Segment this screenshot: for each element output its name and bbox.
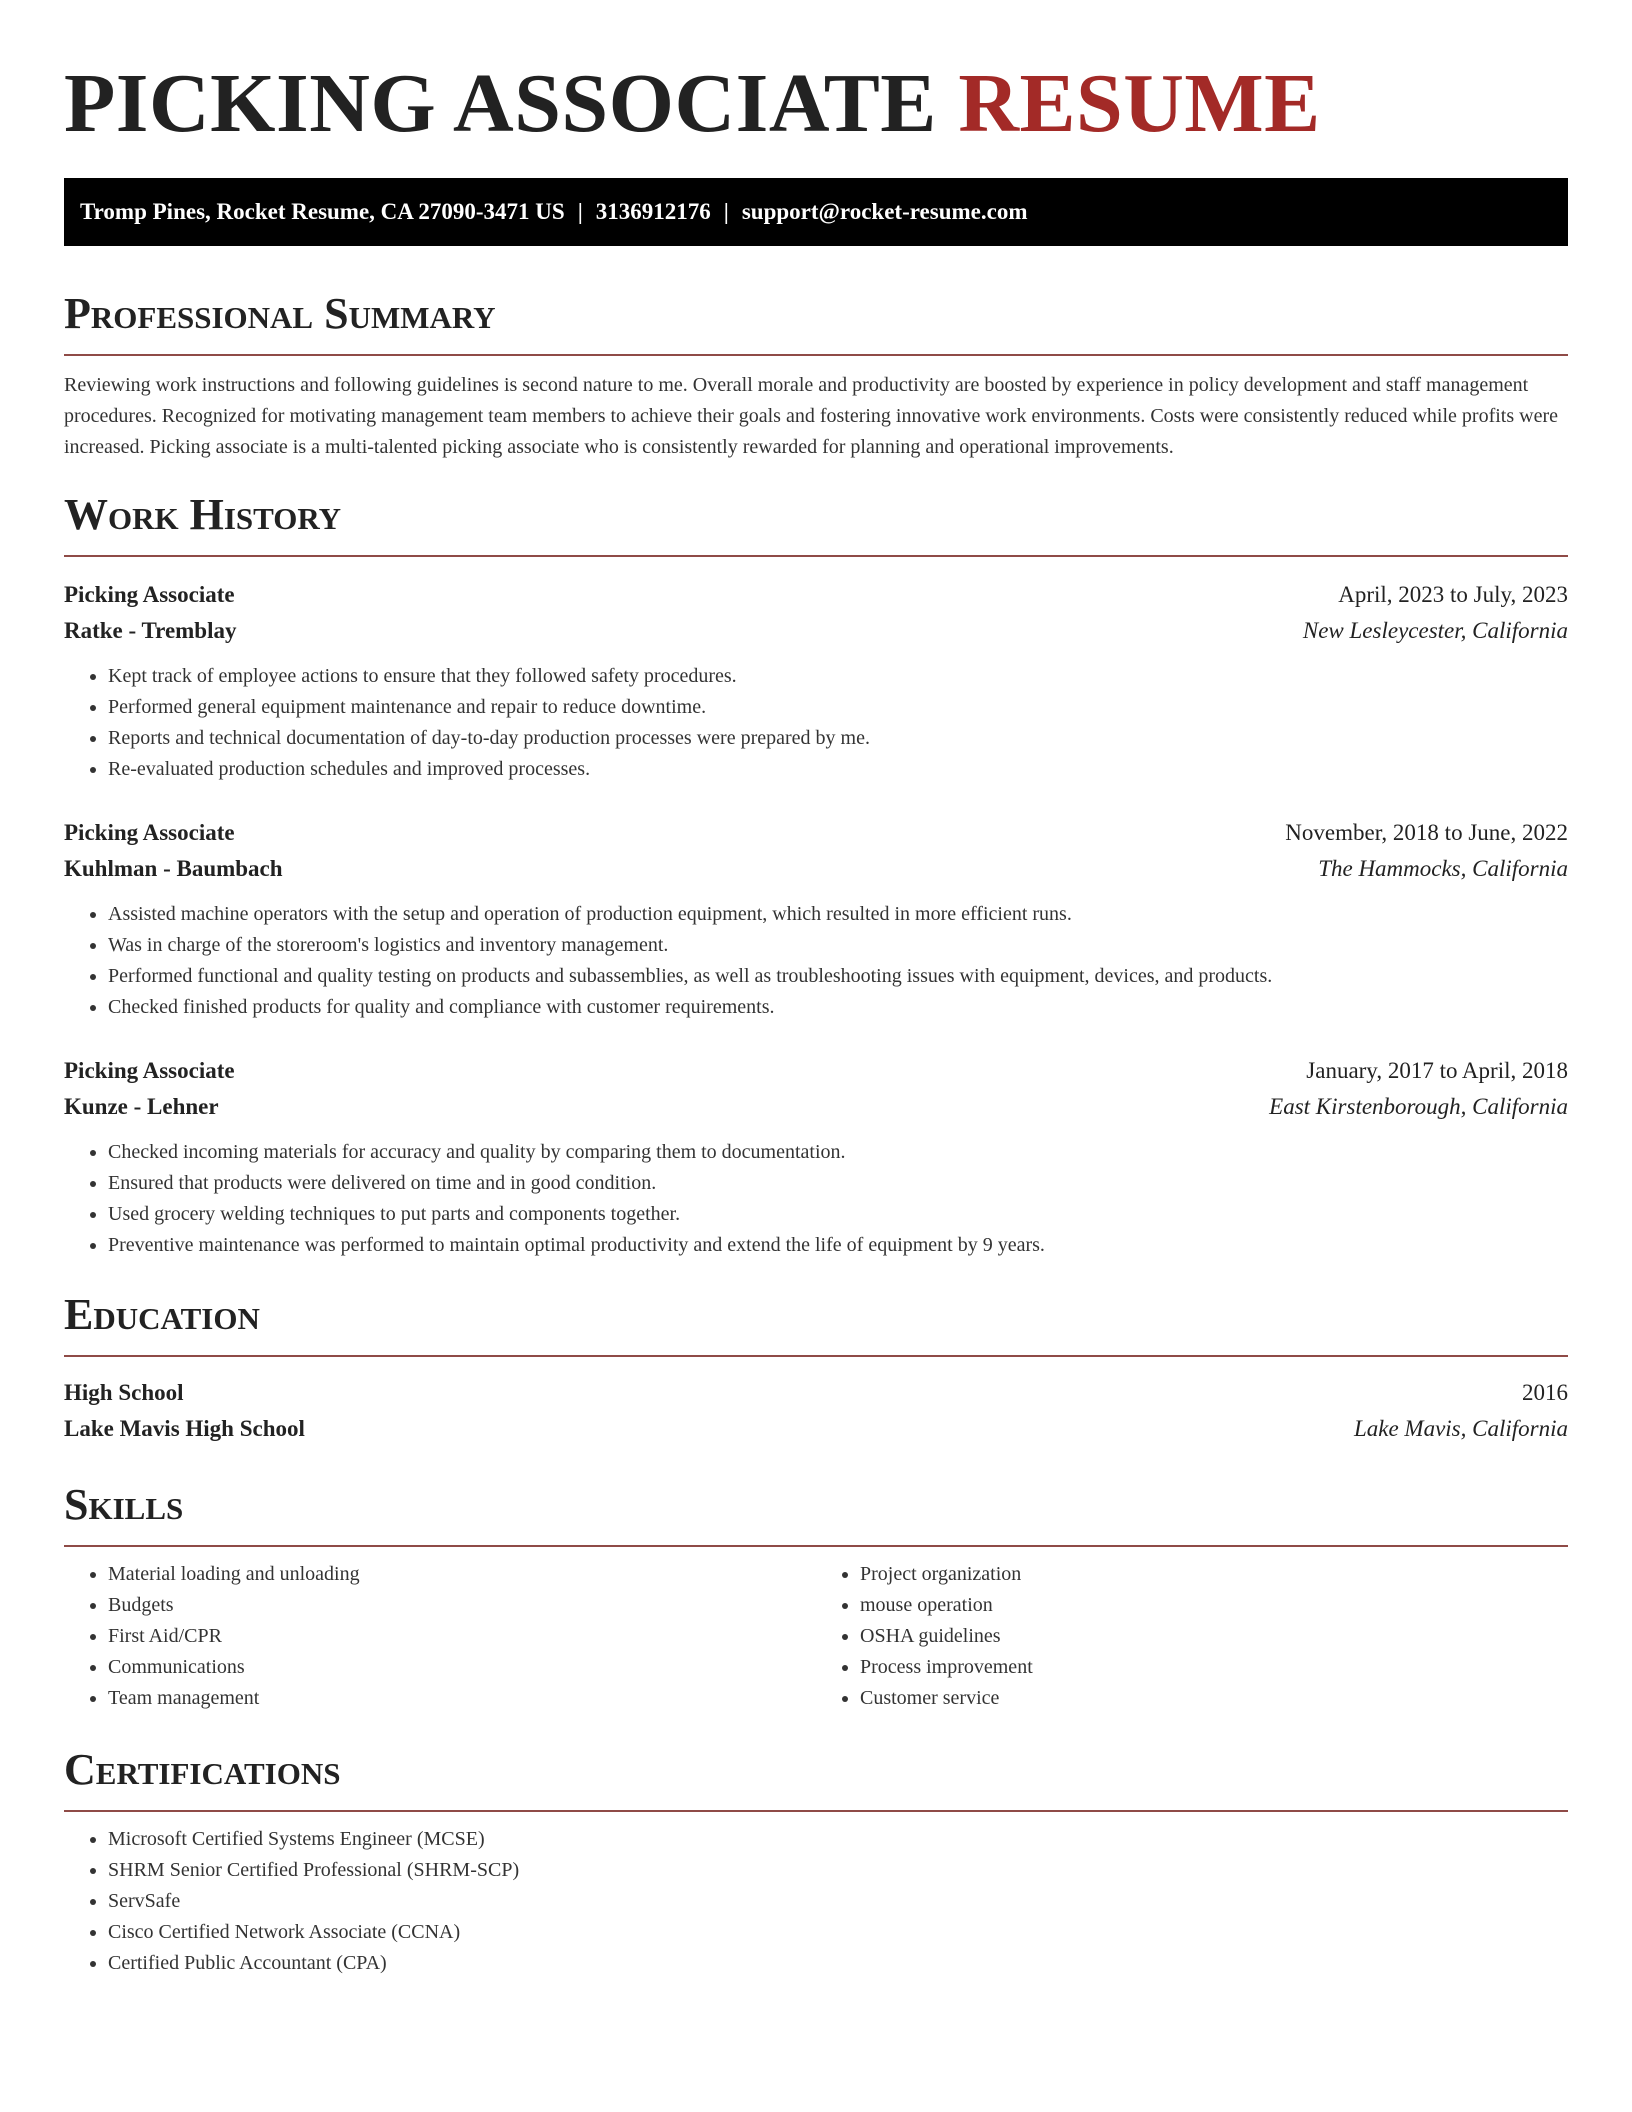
- skill-item: • Customer service: [860, 1683, 1568, 1714]
- skills-list-left: [64, 1559, 816, 1714]
- education-entry: [64, 1375, 1568, 1447]
- contact-bar: [64, 178, 1568, 246]
- skill-item: • Project organization: [860, 1559, 1568, 1590]
- certification-item: • Cisco Certified Network Associate (CCNA): [108, 1917, 1568, 1948]
- skill-item: • Material loading and unloading: [108, 1559, 816, 1590]
- certification-item: • Certified Public Accountant (CPA): [108, 1948, 1568, 1979]
- job-bullet: • Checked incoming materials for accuracy and quality by comparing them to documentation.: [108, 1137, 1568, 1168]
- skill-item: • Communications: [108, 1652, 816, 1683]
- title-main: PICKING ASSOCIATE: [64, 57, 937, 150]
- certifications-list: [64, 1824, 1568, 1979]
- job-title: Picking Associate: [64, 582, 235, 607]
- job-bullet: • Reports and technical documentation of day-to-day production processes were prepared by me.: [108, 723, 1568, 754]
- job-company-row: [64, 613, 1568, 649]
- job-company: Kuhlman - Baumbach: [64, 856, 283, 881]
- job-title: Picking Associate: [64, 820, 235, 845]
- job-bullet-list: [64, 1137, 1568, 1261]
- education-school: Lake Mavis High School: [64, 1416, 305, 1441]
- resume-title: [64, 58, 1568, 150]
- job-bullet: • Re-evaluated production schedules and improved processes.: [108, 754, 1568, 785]
- certification-item: • ServSafe: [108, 1886, 1568, 1917]
- title-accent: RESUME: [958, 57, 1321, 150]
- job-location: New Lesleycester, California: [1302, 618, 1568, 643]
- job-bullet: • Was in charge of the storeroom's logistics and inventory management.: [108, 930, 1568, 961]
- job-bullet: • Kept track of employee actions to ensure that they followed safety procedures.: [108, 661, 1568, 692]
- job-entry: [64, 815, 1568, 1023]
- job-entry: [64, 1053, 1568, 1261]
- education-location: Lake Mavis, California: [1353, 1416, 1568, 1441]
- certification-item: • Microsoft Certified Systems Engineer (MCSE): [108, 1824, 1568, 1855]
- job-company-row: [64, 1089, 1568, 1125]
- skills-grid: [64, 1547, 1568, 1714]
- skill-item: • Budgets: [108, 1590, 816, 1621]
- section-heading-summary: Professional Summary: [64, 289, 496, 338]
- job-bullet: • Checked finished products for quality and compliance with customer requirements.: [108, 992, 1568, 1023]
- skill-item: • Process improvement: [860, 1652, 1568, 1683]
- job-bullet: • Performed functional and quality testing on products and subassemblies, as well as troubleshooting issues with equipment, devices, and products.: [108, 961, 1568, 992]
- education-section: [64, 1289, 1568, 1447]
- job-bullet: • Performed general equipment maintenance and repair to reduce downtime.: [108, 692, 1568, 723]
- job-bullet: • Ensured that products were delivered on time and in good condition.: [108, 1168, 1568, 1199]
- job-header-row: [64, 577, 1568, 613]
- job-header-row: [64, 1053, 1568, 1089]
- section-divider: [64, 354, 1568, 356]
- education-degree: High School: [64, 1380, 184, 1405]
- section-heading-skills: Skills: [64, 1480, 184, 1529]
- skills-list-right: [816, 1559, 1568, 1714]
- job-bullet: • Assisted machine operators with the setup and operation of production equipment, which resulted in more efficient runs.: [108, 899, 1568, 930]
- section-heading-work-history: Work History: [64, 490, 342, 539]
- job-company: Ratke - Tremblay: [64, 618, 237, 643]
- education-year: 2016: [1522, 1380, 1568, 1405]
- job-bullet: • Used grocery welding techniques to put parts and components together.: [108, 1199, 1568, 1230]
- section-heading-certifications: Certifications: [64, 1745, 341, 1794]
- section-divider: [64, 1355, 1568, 1357]
- job-location: East Kirstenborough, California: [1269, 1094, 1568, 1119]
- job-bullet: • Preventive maintenance was performed to maintain optimal productivity and extend the life of equipment by 9 years.: [108, 1230, 1568, 1261]
- section-heading-education: Education: [64, 1290, 260, 1339]
- job-bullet-list: [64, 899, 1568, 1023]
- job-dates: April, 2023 to July, 2023: [1338, 582, 1568, 607]
- skill-item: • First Aid/CPR: [108, 1621, 816, 1652]
- section-divider: [64, 555, 1568, 557]
- job-header-row: [64, 815, 1568, 851]
- summary-text: Reviewing work instructions and following guidelines is second nature to me. Overall morale and productivity are boosted by experience in policy development and staff management procedures. Recognized for motivating management team members to achieve their goals and fostering innovative work environments. Costs were consistently reduced while profits were increased. Picking associate is a multi-talented picking associate who is consistently rewarded for planning and operational improvements.: [64, 374, 1558, 458]
- section-divider: [64, 1810, 1568, 1812]
- job-company: Kunze - Lehner: [64, 1094, 219, 1119]
- work-history-section: [64, 489, 1568, 1261]
- skill-item: • mouse operation: [860, 1590, 1568, 1621]
- education-school-row: [64, 1411, 1568, 1447]
- contact-separator: |: [577, 199, 583, 224]
- job-dates: January, 2017 to April, 2018: [1306, 1058, 1568, 1083]
- job-dates: November, 2018 to June, 2022: [1285, 820, 1568, 845]
- contact-address: Tromp Pines, Rocket Resume, CA 27090-3471 US: [80, 199, 565, 224]
- job-company-row: [64, 851, 1568, 887]
- skill-item: • Team management: [108, 1683, 816, 1714]
- contact-email: support@rocket-resume.com: [741, 199, 1028, 224]
- job-title: Picking Associate: [64, 1058, 235, 1083]
- summary-section: [64, 288, 1568, 463]
- job-bullet-list: [64, 661, 1568, 785]
- certifications-section: [64, 1744, 1568, 1979]
- job-entry: [64, 577, 1568, 785]
- skills-section: [64, 1479, 1568, 1714]
- skill-item: • OSHA guidelines: [860, 1621, 1568, 1652]
- certification-item: • SHRM Senior Certified Professional (SHRM-SCP): [108, 1855, 1568, 1886]
- education-degree-row: [64, 1375, 1568, 1411]
- contact-phone: 3136912176: [595, 199, 711, 224]
- job-location: The Hammocks, California: [1318, 856, 1568, 881]
- contact-separator: |: [723, 199, 729, 224]
